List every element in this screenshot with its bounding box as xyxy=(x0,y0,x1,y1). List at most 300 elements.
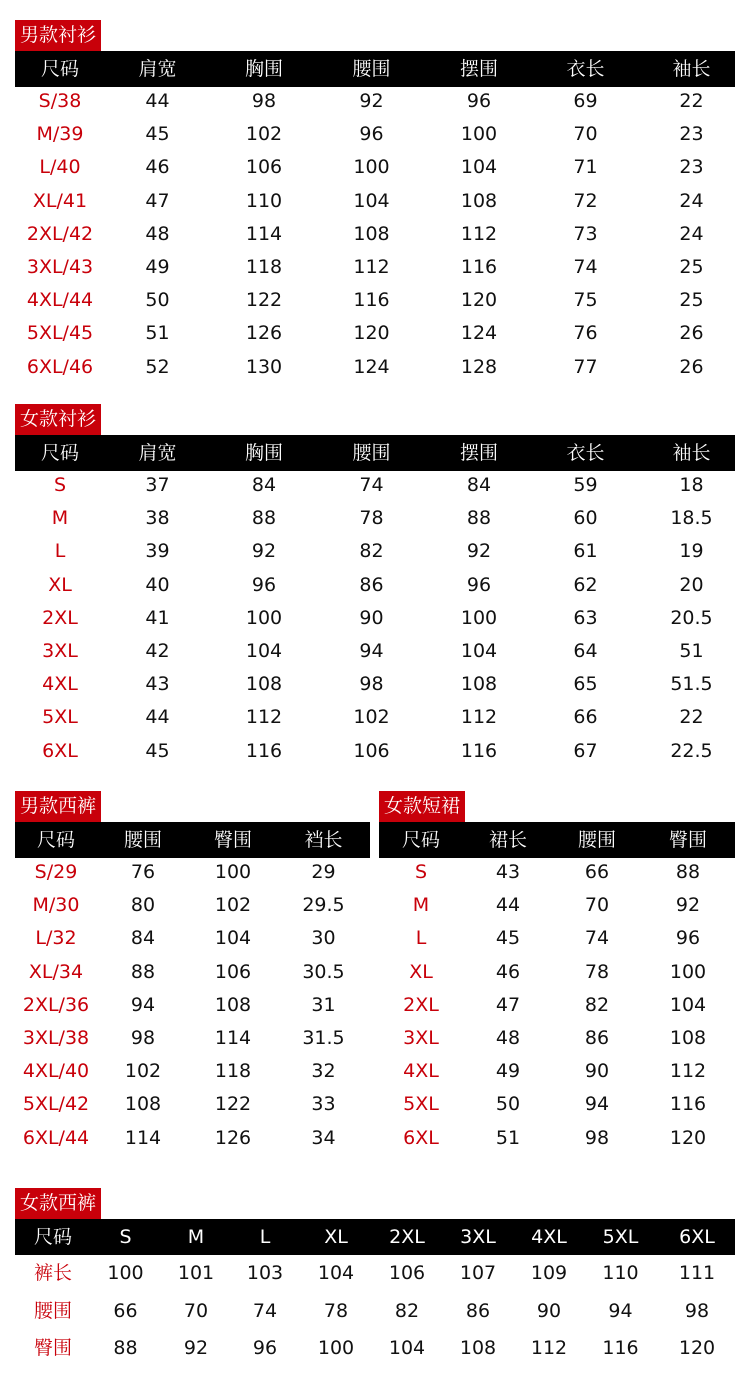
men-shirts-cell: 49 xyxy=(145,256,170,278)
men-shirts-row xyxy=(15,251,735,284)
women-shirts-cell: 66 xyxy=(573,706,598,729)
men-shirts-cell: 116 xyxy=(460,256,498,278)
women-shirts-row xyxy=(15,602,735,635)
women-shirts-row xyxy=(15,469,735,502)
women-shirts-header-row xyxy=(15,435,735,471)
women-trousers-cell: 88 xyxy=(113,1337,138,1359)
men-shirts-row xyxy=(15,284,735,317)
men-shirts-row xyxy=(15,118,735,151)
men-shirts-row xyxy=(15,85,735,118)
men-shirts-cell: 46 xyxy=(145,156,170,179)
women-trousers-cell: 96 xyxy=(252,1337,278,1359)
women-shirts-cell: 67 xyxy=(573,739,598,762)
women-skirts-cell: 78 xyxy=(584,960,610,983)
women-skirts-row xyxy=(379,1055,735,1088)
women-shirts-row-label: XL xyxy=(48,573,72,596)
men-shirts-cell: 122 xyxy=(245,289,283,312)
women-shirts-cell: 37 xyxy=(145,474,170,496)
men-trousers-row-label: XL/34 xyxy=(28,960,84,983)
women-shirts-cell: 92 xyxy=(251,540,277,563)
women-shirts-cell: 100 xyxy=(460,606,498,629)
men-shirts-cell: 108 xyxy=(353,222,390,245)
women-trousers-cell: 111 xyxy=(678,1262,716,1284)
women-trousers-cell: 90 xyxy=(536,1299,562,1322)
men-shirts-cell: 73 xyxy=(573,222,598,245)
women-shirts-cell: 43 xyxy=(145,673,170,696)
women-trousers-cell: 70 xyxy=(183,1299,209,1322)
men-trousers-cell: 30 xyxy=(311,927,336,950)
men-shirts-cell: 102 xyxy=(245,123,283,146)
men-shirts-cell: 104 xyxy=(460,156,498,179)
women-shirts-cell: 108 xyxy=(245,673,283,696)
men-trousers-cell: 84 xyxy=(130,927,156,950)
women-shirts-cell: 112 xyxy=(245,706,283,729)
women-shirts-header-cell: 尺码 xyxy=(40,442,79,464)
men-shirts-cell: 108 xyxy=(460,189,498,212)
women-skirts-row-label: 4XL xyxy=(403,1060,439,1083)
men-shirts-cell: 48 xyxy=(145,222,170,245)
women-shirts-cell: 51.5 xyxy=(670,673,713,696)
men-shirts-cell: 26 xyxy=(679,322,704,345)
women-skirts-header-cell: 裙长 xyxy=(488,829,527,851)
women-shirts-cell: 100 xyxy=(245,606,283,629)
women-shirts-cell: 84 xyxy=(251,474,277,496)
men-trousers-cell: 122 xyxy=(214,1093,252,1116)
men-trousers-row-label: 4XL/40 xyxy=(22,1060,90,1083)
women-shirts-title: 女款衬衫 xyxy=(15,404,101,435)
women-trousers-cell: 100 xyxy=(317,1337,355,1359)
men-trousers-row xyxy=(15,1022,370,1055)
men-trousers-cell: 106 xyxy=(214,960,252,983)
women-trousers-cell: 104 xyxy=(388,1337,426,1359)
women-skirts-cell: 90 xyxy=(584,1060,610,1083)
women-trousers-header-cell: 3XL xyxy=(460,1226,496,1248)
men-shirts-cell: 124 xyxy=(353,355,390,378)
women-skirts-row xyxy=(379,1022,735,1055)
women-shirts-header-cell: 肩宽 xyxy=(138,442,177,464)
women-shirts-cell: 86 xyxy=(359,573,384,596)
women-skirts-row-label: S xyxy=(414,861,428,883)
women-skirts-title: 女款短裙 xyxy=(379,791,465,822)
women-trousers-cell: 66 xyxy=(113,1299,138,1322)
women-skirts-row-label: 6XL xyxy=(403,1126,439,1149)
women-shirts-cell: 106 xyxy=(353,739,390,762)
women-skirts-row xyxy=(379,856,735,889)
women-shirts-cell: 94 xyxy=(359,640,384,662)
men-shirts-cell: 70 xyxy=(573,123,598,146)
women-trousers-title: 女款西裤 xyxy=(15,1188,101,1219)
women-trousers-cell: 106 xyxy=(388,1262,426,1284)
men-shirts-cell: 52 xyxy=(145,355,170,378)
men-trousers-row-label: 2XL/36 xyxy=(22,993,90,1016)
women-shirts-cell: 82 xyxy=(359,540,384,563)
men-shirts-row-label: 4XL/44 xyxy=(26,289,94,312)
women-skirts-header-cell: 臀围 xyxy=(668,829,707,851)
men-shirts-cell: 104 xyxy=(353,189,390,212)
women-shirts-cell: 40 xyxy=(145,573,170,596)
women-shirts-cell: 104 xyxy=(460,640,498,662)
men-shirts-row xyxy=(15,185,735,218)
women-trousers-row xyxy=(15,1255,735,1293)
women-skirts-cell: 116 xyxy=(669,1093,707,1116)
men-trousers-cell: 104 xyxy=(214,927,252,950)
men-shirts-row-label: S/38 xyxy=(38,90,82,112)
men-trousers-row-label: 6XL/44 xyxy=(22,1126,90,1149)
men-shirts-row-label: 6XL/46 xyxy=(26,355,94,378)
women-shirts-row-label: 5XL xyxy=(42,706,78,729)
women-shirts-cell: 45 xyxy=(145,739,170,762)
women-trousers-cell: 86 xyxy=(465,1299,491,1322)
women-trousers-cell: 82 xyxy=(394,1299,420,1322)
men-trousers-cell: 30.5 xyxy=(302,960,345,983)
women-skirts-cell: 92 xyxy=(675,894,701,917)
women-shirts-cell: 63 xyxy=(573,606,598,629)
women-shirts-cell: 90 xyxy=(359,606,384,629)
women-shirts-cell: 20 xyxy=(679,573,704,596)
women-shirts-cell: 60 xyxy=(573,507,598,530)
women-trousers-cell: 94 xyxy=(608,1299,633,1322)
women-shirts-cell: 102 xyxy=(353,706,390,729)
men-trousers-cell: 126 xyxy=(214,1126,252,1149)
women-trousers-cell: 100 xyxy=(107,1262,144,1284)
men-trousers-row-label: L/32 xyxy=(35,927,77,950)
men-shirts-row xyxy=(15,317,735,350)
men-trousers-row xyxy=(15,1055,370,1088)
men-shirts-row xyxy=(15,351,735,384)
women-trousers-cell: 108 xyxy=(459,1337,497,1359)
women-shirts-row-label: S xyxy=(53,474,67,496)
men-shirts-cell: 116 xyxy=(353,289,390,312)
women-shirts-cell: 96 xyxy=(466,573,492,596)
women-skirts-cell: 94 xyxy=(584,1093,610,1116)
women-skirts-cell: 66 xyxy=(584,861,610,883)
women-trousers-cell: 107 xyxy=(459,1262,497,1284)
men-shirts-cell: 50 xyxy=(145,289,170,312)
men-shirts-cell: 100 xyxy=(353,156,390,179)
men-trousers-header-row xyxy=(15,822,370,858)
women-skirts-row xyxy=(379,889,735,922)
men-trousers-cell: 34 xyxy=(311,1126,336,1149)
women-trousers-cell: 92 xyxy=(183,1337,209,1359)
women-skirts-cell: 45 xyxy=(495,927,521,950)
men-shirts-cell: 75 xyxy=(573,289,598,312)
men-shirts-cell: 47 xyxy=(145,189,170,212)
women-skirts-row xyxy=(379,1088,735,1121)
women-skirts-row-label: 5XL xyxy=(403,1093,439,1116)
men-shirts-cell: 77 xyxy=(573,355,598,378)
men-shirts-cell: 96 xyxy=(359,123,384,146)
women-skirts-row-label: L xyxy=(415,927,427,950)
men-trousers-cell: 29.5 xyxy=(302,894,345,917)
men-shirts-cell: 23 xyxy=(679,156,704,179)
women-shirts-cell: 59 xyxy=(573,474,598,496)
men-trousers-cell: 31 xyxy=(311,993,336,1016)
men-trousers-cell: 102 xyxy=(124,1060,162,1083)
women-shirts-cell: 62 xyxy=(573,573,598,596)
women-trousers-header-cell: M xyxy=(187,1226,205,1248)
men-trousers-cell: 114 xyxy=(124,1126,162,1149)
women-skirts-row-label: M xyxy=(412,894,430,917)
women-shirts-row-label: M xyxy=(51,507,69,530)
men-shirts-cell: 51 xyxy=(145,322,170,345)
women-trousers-cell: 112 xyxy=(530,1337,568,1359)
men-trousers-cell: 98 xyxy=(130,1027,156,1049)
women-shirts-cell: 88 xyxy=(251,507,277,530)
women-shirts-row-label: 2XL xyxy=(42,606,78,629)
men-shirts-cell: 71 xyxy=(573,156,598,179)
women-trousers-cell: 104 xyxy=(317,1262,355,1284)
men-trousers-cell: 32 xyxy=(311,1060,336,1083)
men-trousers-row xyxy=(15,889,370,922)
men-trousers-cell: 108 xyxy=(214,993,252,1016)
men-trousers-cell: 94 xyxy=(130,993,156,1016)
women-shirts-header-cell: 衣长 xyxy=(566,442,605,464)
women-skirts-cell: 74 xyxy=(584,927,610,950)
men-shirts-row-label: XL/41 xyxy=(32,189,88,212)
women-trousers-header-cell: 尺码 xyxy=(33,1226,72,1248)
women-skirts-header-cell: 尺码 xyxy=(401,829,440,851)
women-trousers-row xyxy=(15,1293,735,1331)
women-skirts-row-label: 2XL xyxy=(403,993,439,1016)
women-skirts-header-cell: 腰围 xyxy=(577,829,616,851)
women-trousers-header-cell: S xyxy=(119,1226,132,1248)
women-shirts-cell: 44 xyxy=(145,706,170,729)
women-skirts-cell: 88 xyxy=(675,861,701,883)
women-shirts-cell: 22.5 xyxy=(670,739,713,762)
men-shirts-cell: 24 xyxy=(679,189,704,212)
women-skirts-cell: 70 xyxy=(584,894,610,917)
women-shirts-cell: 18.5 xyxy=(670,507,713,530)
men-shirts-cell: 76 xyxy=(573,322,598,345)
men-shirts-cell: 25 xyxy=(679,289,704,312)
men-trousers-cell: 100 xyxy=(214,861,252,883)
women-trousers-row-label: 臀围 xyxy=(33,1337,72,1359)
women-shirts-cell: 92 xyxy=(466,540,492,563)
women-shirts-row xyxy=(15,735,735,768)
men-shirts-cell: 118 xyxy=(245,256,283,278)
women-shirts-cell: 39 xyxy=(145,540,170,563)
men-trousers-cell: 80 xyxy=(130,894,156,917)
men-trousers-header-cell: 臀围 xyxy=(213,829,252,851)
men-shirts-cell: 100 xyxy=(460,123,498,146)
women-shirts-cell: 104 xyxy=(245,640,283,662)
women-skirts-cell: 98 xyxy=(584,1126,610,1149)
men-shirts-cell: 24 xyxy=(679,222,704,245)
women-shirts-row-label: 3XL xyxy=(42,640,78,662)
women-skirts-cell: 96 xyxy=(675,927,701,950)
women-shirts-cell: 38 xyxy=(145,507,170,530)
women-shirts-cell: 42 xyxy=(145,640,170,662)
men-trousers-cell: 114 xyxy=(214,1027,252,1049)
women-trousers-header-cell: L xyxy=(259,1226,271,1248)
men-trousers-header-cell: 裆长 xyxy=(304,829,343,851)
women-shirts-cell: 78 xyxy=(359,507,384,530)
women-trousers-cell: 101 xyxy=(177,1262,215,1284)
men-trousers-header-cell: 腰围 xyxy=(123,829,162,851)
men-shirts-header-cell: 尺码 xyxy=(40,58,79,80)
women-trousers-cell: 78 xyxy=(323,1299,349,1322)
men-trousers-row xyxy=(15,1088,370,1121)
men-shirts-cell: 124 xyxy=(460,322,498,345)
women-skirts-header-row xyxy=(379,822,735,858)
women-trousers-cell: 110 xyxy=(602,1262,639,1284)
men-shirts-cell: 22 xyxy=(679,90,704,112)
women-trousers-cell: 116 xyxy=(602,1337,639,1359)
men-shirts-header-cell: 胸围 xyxy=(244,58,283,80)
men-trousers-cell: 33 xyxy=(311,1093,336,1116)
men-shirts-cell: 44 xyxy=(145,90,170,112)
men-shirts-cell: 69 xyxy=(573,90,598,112)
women-shirts-cell: 88 xyxy=(466,507,492,530)
men-shirts-row-label: 2XL/42 xyxy=(26,222,94,245)
men-trousers-row-label: M/30 xyxy=(32,894,80,917)
men-shirts-cell: 92 xyxy=(359,90,384,112)
women-skirts-cell: 51 xyxy=(495,1126,521,1149)
men-trousers-cell: 102 xyxy=(214,894,252,917)
women-trousers-cell: 103 xyxy=(246,1262,284,1284)
women-shirts-cell: 65 xyxy=(573,673,598,696)
women-shirts-header-cell: 袖长 xyxy=(672,442,711,464)
men-shirts-row-label: M/39 xyxy=(36,123,84,146)
men-shirts-cell: 25 xyxy=(679,256,704,278)
women-trousers-row xyxy=(15,1330,735,1368)
men-shirts-header-row xyxy=(15,51,735,87)
men-shirts-header-cell: 腰围 xyxy=(352,58,391,80)
men-trousers-cell: 76 xyxy=(130,861,156,883)
men-trousers-row-label: S/29 xyxy=(34,861,78,883)
women-shirts-cell: 51 xyxy=(679,640,704,662)
women-shirts-row xyxy=(15,535,735,568)
women-shirts-cell: 64 xyxy=(573,640,598,662)
men-shirts-cell: 106 xyxy=(245,156,283,179)
women-shirts-cell: 18 xyxy=(679,474,704,496)
women-shirts-cell: 19 xyxy=(679,540,704,563)
men-shirts-header-cell: 袖长 xyxy=(672,58,711,80)
women-trousers-cell: 98 xyxy=(684,1299,710,1322)
women-shirts-header-cell: 胸围 xyxy=(244,442,283,464)
men-trousers-row xyxy=(15,956,370,989)
women-skirts-cell: 49 xyxy=(495,1060,521,1083)
women-shirts-row xyxy=(15,569,735,602)
women-shirts-cell: 20.5 xyxy=(670,606,713,629)
men-shirts-cell: 96 xyxy=(466,90,492,112)
women-trousers-header-cell: 2XL xyxy=(389,1226,425,1248)
men-shirts-cell: 120 xyxy=(460,289,498,312)
men-trousers-cell: 108 xyxy=(124,1093,162,1116)
men-shirts-header-cell: 摆围 xyxy=(459,58,498,80)
men-shirts-cell: 120 xyxy=(353,322,390,345)
women-shirts-row-label: 4XL xyxy=(42,673,78,696)
men-shirts-cell: 98 xyxy=(251,90,277,112)
men-shirts-cell: 128 xyxy=(460,355,498,378)
men-shirts-row-label: 5XL/45 xyxy=(26,322,94,345)
women-shirts-cell: 41 xyxy=(145,606,170,629)
women-trousers-row-label: 腰围 xyxy=(33,1299,72,1322)
women-trousers-header-row xyxy=(15,1219,735,1255)
women-skirts-row xyxy=(379,989,735,1022)
men-trousers-row xyxy=(15,856,370,889)
men-shirts-cell: 23 xyxy=(679,123,704,146)
men-shirts-row xyxy=(15,151,735,184)
men-shirts-cell: 110 xyxy=(245,189,283,212)
women-shirts-row xyxy=(15,668,735,701)
women-trousers-cell: 120 xyxy=(678,1337,716,1359)
men-shirts-title: 男款衬衫 xyxy=(15,20,101,51)
women-trousers-header-cell: 4XL xyxy=(531,1226,567,1248)
women-skirts-cell: 43 xyxy=(495,861,521,883)
men-trousers-row xyxy=(15,989,370,1022)
men-shirts-row-label: 3XL/43 xyxy=(26,256,94,278)
women-shirts-cell: 116 xyxy=(245,739,283,762)
men-trousers-header-cell: 尺码 xyxy=(36,829,75,851)
men-trousers-row xyxy=(15,922,370,955)
women-skirts-cell: 108 xyxy=(669,1027,707,1049)
women-shirts-cell: 96 xyxy=(251,573,277,596)
women-shirts-header-cell: 摆围 xyxy=(459,442,498,464)
men-shirts-header-cell: 衣长 xyxy=(566,58,605,80)
men-shirts-cell: 74 xyxy=(573,256,598,278)
men-shirts-cell: 130 xyxy=(245,355,283,378)
women-shirts-cell: 108 xyxy=(460,673,498,696)
men-trousers-cell: 88 xyxy=(130,960,156,983)
men-shirts-cell: 26 xyxy=(679,355,704,378)
women-shirts-row-label: 6XL xyxy=(42,739,78,762)
women-skirts-cell: 120 xyxy=(669,1126,707,1149)
women-skirts-cell: 46 xyxy=(495,960,521,983)
women-shirts-cell: 84 xyxy=(466,474,492,496)
women-trousers-header-cell: XL xyxy=(324,1226,348,1248)
women-shirts-row-label: L xyxy=(54,540,66,563)
men-trousers-title: 男款西裤 xyxy=(15,791,101,822)
men-shirts-cell: 45 xyxy=(145,123,170,146)
women-skirts-cell: 100 xyxy=(669,960,707,983)
women-trousers-header-cell: 6XL xyxy=(679,1226,715,1248)
women-trousers-cell: 109 xyxy=(530,1262,568,1284)
women-shirts-cell: 74 xyxy=(359,474,384,496)
women-shirts-cell: 61 xyxy=(573,540,598,563)
women-skirts-cell: 47 xyxy=(495,993,521,1016)
women-skirts-row xyxy=(379,922,735,955)
men-trousers-cell: 29 xyxy=(311,861,336,883)
women-skirts-cell: 86 xyxy=(584,1027,610,1049)
men-shirts-cell: 112 xyxy=(353,256,390,278)
men-shirts-cell: 126 xyxy=(245,322,283,345)
women-skirts-row xyxy=(379,1122,735,1155)
women-skirts-row-label: 3XL xyxy=(403,1027,439,1049)
men-shirts-cell: 114 xyxy=(245,222,283,245)
women-skirts-cell: 104 xyxy=(669,993,707,1016)
men-shirts-row-label: L/40 xyxy=(39,156,81,179)
men-trousers-cell: 31.5 xyxy=(302,1027,345,1049)
women-shirts-row xyxy=(15,502,735,535)
men-shirts-row xyxy=(15,218,735,251)
women-skirts-cell: 82 xyxy=(584,993,610,1016)
women-shirts-cell: 98 xyxy=(359,673,384,696)
women-shirts-cell: 116 xyxy=(460,739,498,762)
men-trousers-row xyxy=(15,1122,370,1155)
women-shirts-row xyxy=(15,701,735,734)
women-shirts-header-cell: 腰围 xyxy=(352,442,391,464)
men-trousers-row-label: 5XL/42 xyxy=(22,1093,90,1116)
men-shirts-cell: 112 xyxy=(460,222,498,245)
women-skirts-cell: 50 xyxy=(495,1093,521,1116)
women-shirts-row xyxy=(15,635,735,668)
women-skirts-row xyxy=(379,956,735,989)
women-skirts-row-label: XL xyxy=(409,960,433,983)
men-trousers-cell: 118 xyxy=(214,1060,252,1083)
women-skirts-cell: 44 xyxy=(495,894,521,917)
women-trousers-header-cell: 5XL xyxy=(602,1226,639,1248)
